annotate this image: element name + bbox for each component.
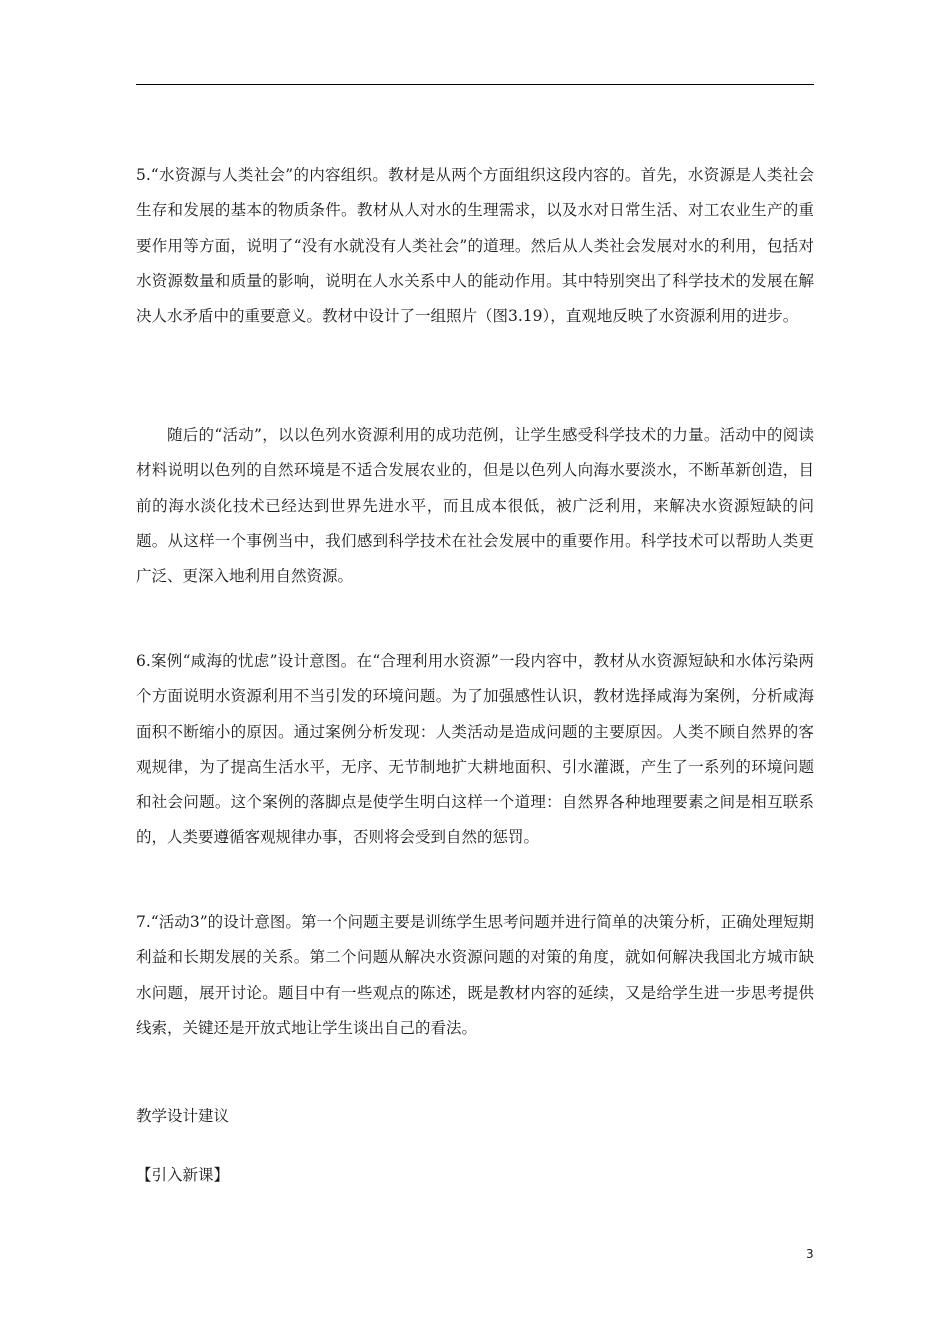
section-heading-teaching-design: 教学设计建议 (136, 1107, 230, 1125)
paragraph-7-activity-3: 7.“活动3”的设计意图。第一个问题主要是训练学生思考问题并进行简单的决策分析，正确处理短期利益和长期发展的关系。第二个问题从解决水资源问题的对策的角度，就如何解决我国北方城市缺水问题，展开讨论。题目中有一些观点的陈述，既是教材内容的延续，又是给学生进一步思考提供线索，关键还是开放式地让学生谈出自己的看法。 (136, 913, 814, 1037)
header-rule (136, 84, 814, 85)
subsection-heading-introduction: 【引入新课】 (136, 1166, 230, 1184)
paragraph-israel-activity: 随后的“活动”，以以色列水资源利用的成功范例，让学生感受科学技术的力量。活动中的阅读材料说明以色列的自然环境是不适合发展农业的，但是以色列人向海水要淡水，不断革新创造，目前的海水淡化技术已经达到世界先进水平，而且成本很低，被广泛利用，来解决水资源短缺的问题。从这样一个事例当中，我们感到科学技术在社会发展中的重要作用。科学技术可以帮助人类更广泛、更深入地利用自然资源。 (136, 426, 814, 586)
paragraph-5-water-resources-and-society: 5.“水资源与人类社会”的内容组织。教材是从两个方面组织这段内容的。首先，水资源是人类社会生存和发展的基本的物质条件。教材从人对水的生理需求，以及水对日常生活、对工农业生产的重要作用等方面，说明了“没有水就没有人类社会”的道理。然后从人类社会发展对水的利用，包括对水资源数量和质量的影响，说明在人水关系中人的能动作用。其中特别突出了科学技术的发展在解决人水矛盾中的重要意义。教材中设计了一组照片（图3.19），直观地反映了水资源利用的进步。 (136, 166, 814, 326)
page-number: 3 (806, 1247, 814, 1261)
paragraph-6-aral-sea-case: 6.案例“咸海的忧虑”设计意图。在“合理利用水资源”一段内容中，教材从水资源短缺和水体污染两个方面说明水资源利用不当引发的环境问题。为了加强感性认识，教材选择咸海为案例，分析咸海面积不断缩小的原因。通过案例分析发现：人类活动是造成问题的主要原因。人类不顾自然界的客观规律，为了提高生活水平，无序、无节制地扩大耕地面积、引水灌溉，产生了一系列的环境问题和社会问题。这个案例的落脚点是使学生明白这样一个道理：自然界各种地理要素之间是相互联系的，人类要遵循客观规律办事，否则将会受到自然的惩罚。 (136, 652, 814, 847)
